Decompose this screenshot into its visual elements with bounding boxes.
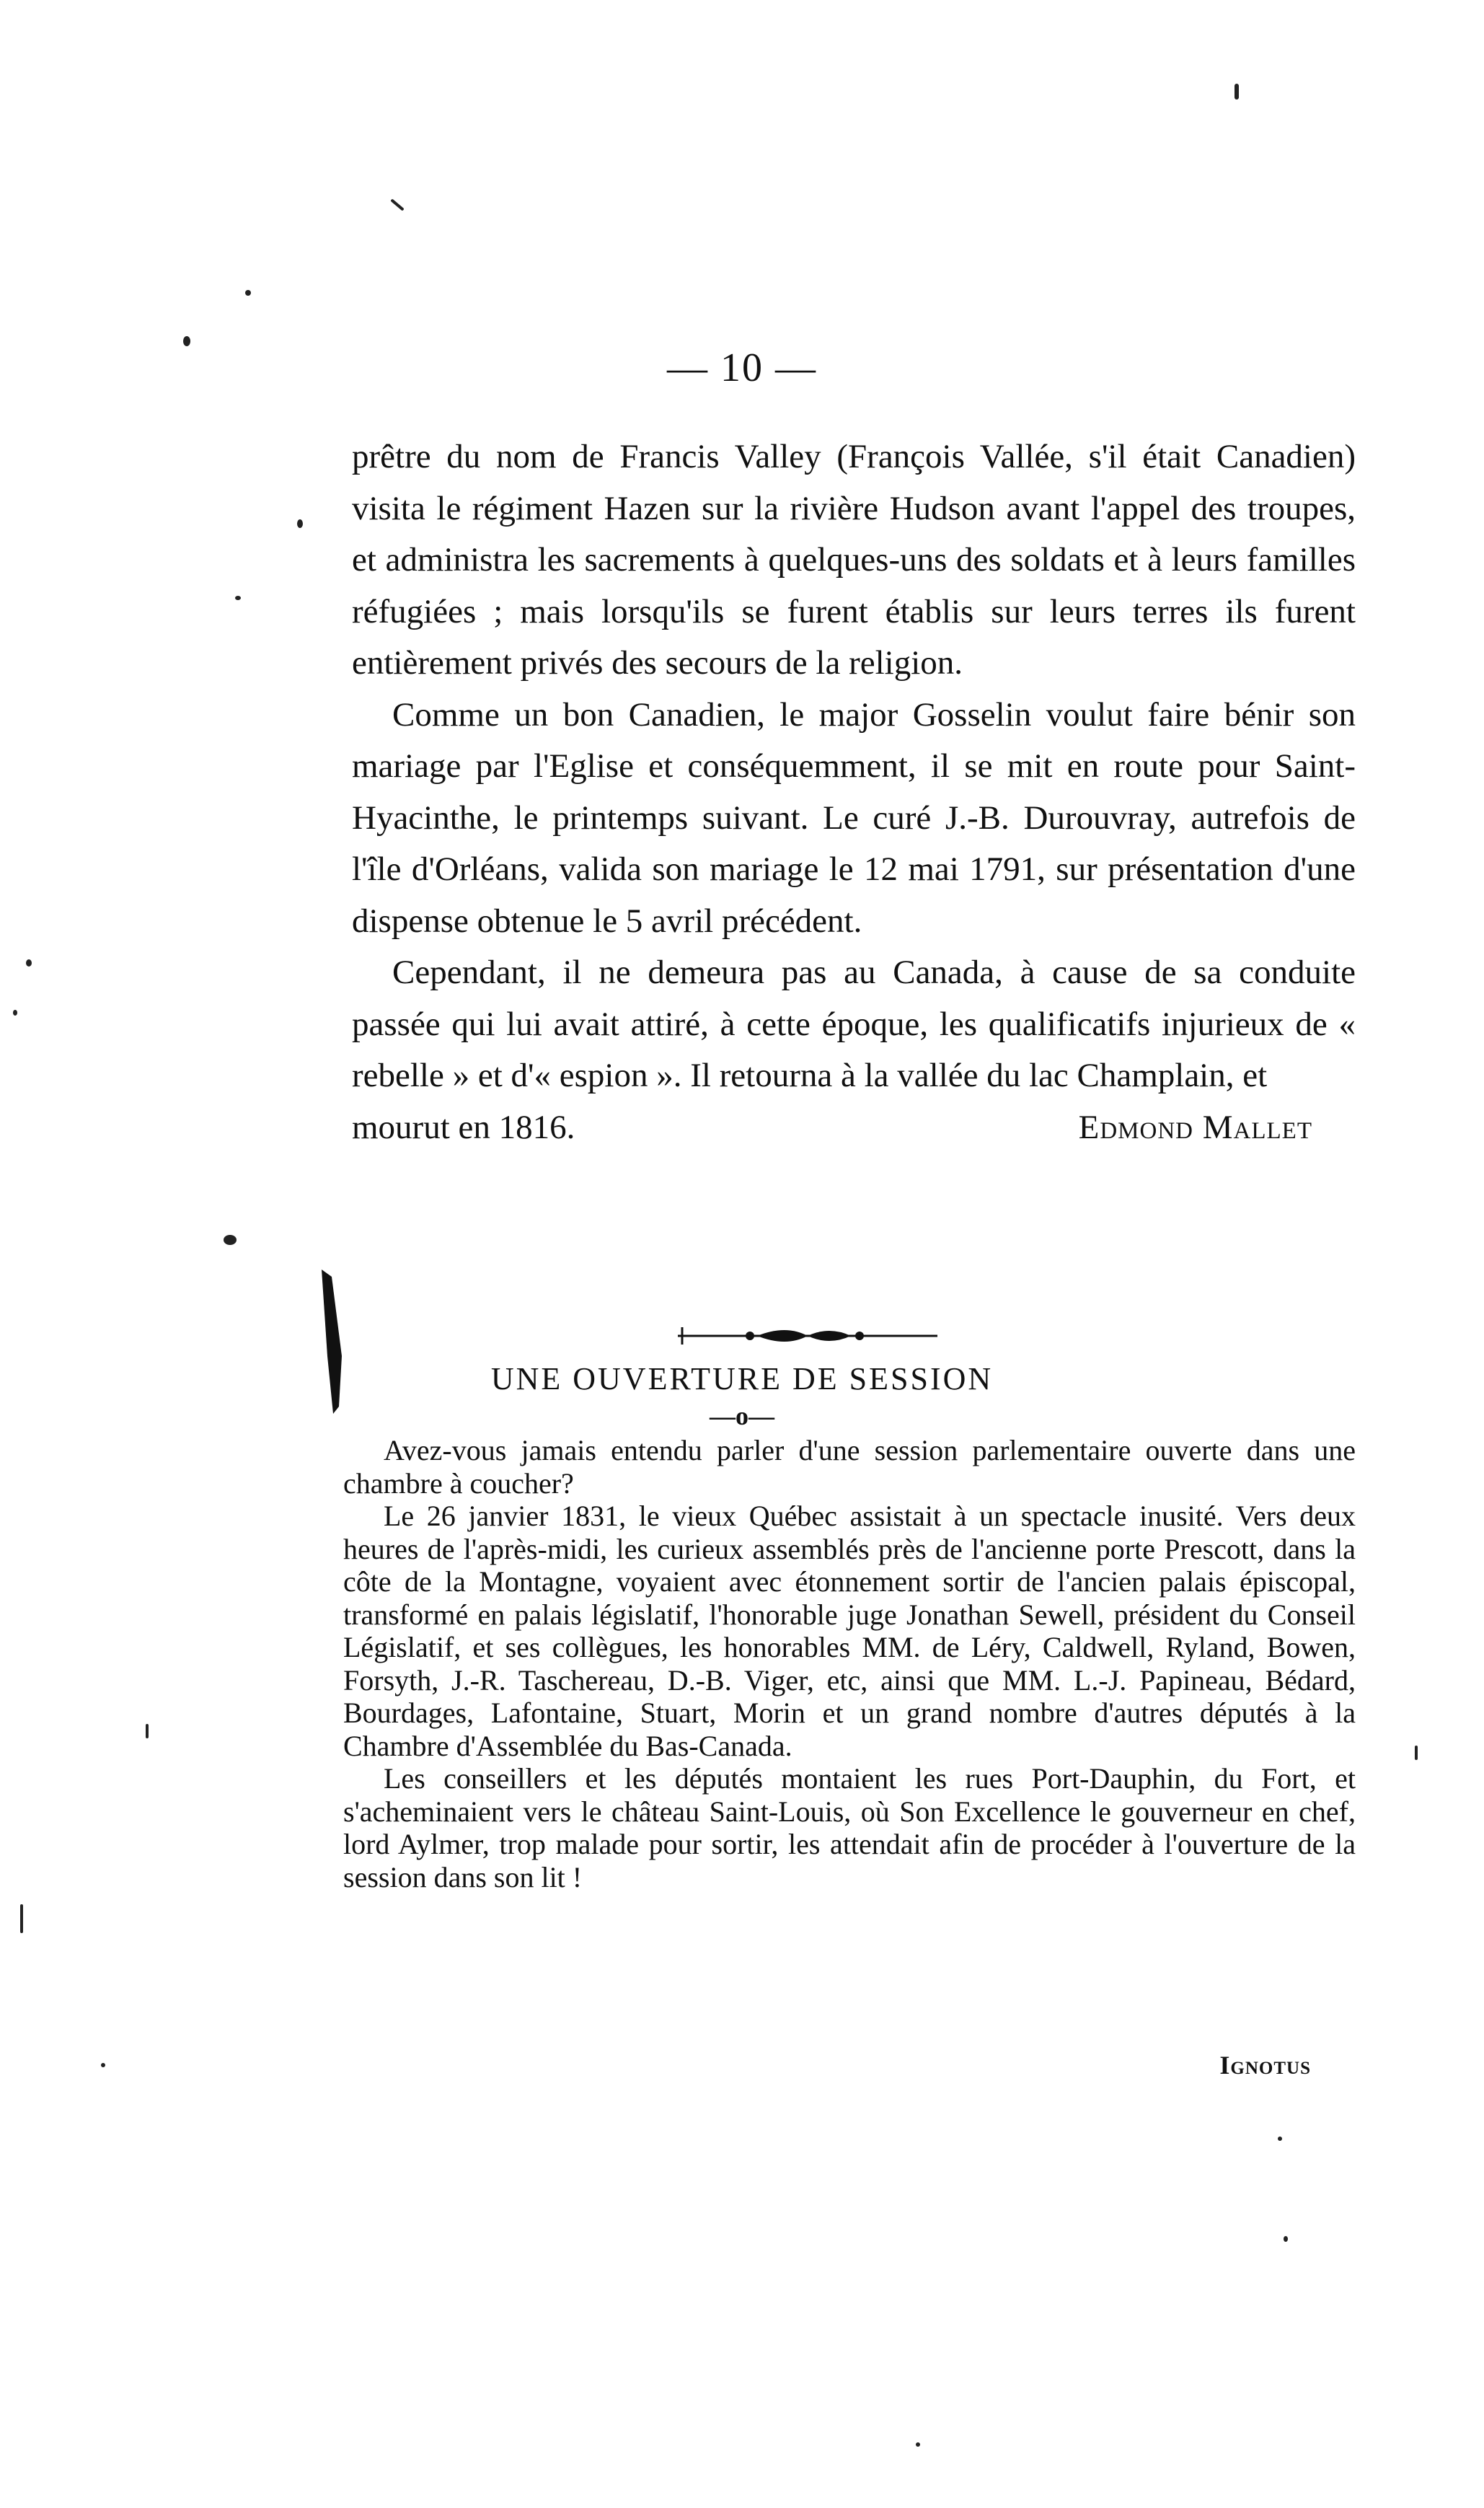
speck bbox=[13, 1010, 17, 1016]
speck bbox=[1278, 2137, 1282, 2141]
speck bbox=[101, 2063, 105, 2067]
speck bbox=[235, 596, 241, 600]
page-number: — 10 — bbox=[667, 346, 817, 390]
speck bbox=[1415, 1746, 1418, 1760]
section-mark: —o— bbox=[710, 1402, 774, 1430]
speck bbox=[245, 290, 251, 296]
speck bbox=[20, 1904, 23, 1933]
speck bbox=[390, 198, 404, 211]
article-paragraph-1: prêtre du nom de Francis Valley (François Vallée, s'il était Canadien) visita le régiment Hazen sur la rivière Hudson avant l'appel des troupes, et administra les sacrements à quelques-uns des soldats et à leurs familles réfugiées ; mais lorsqu'ils se furent établis sur leurs terres ils furent entièrement privés des secours de la religion. bbox=[352, 438, 1356, 682]
ornament-divider bbox=[678, 1321, 937, 1350]
speck bbox=[224, 1235, 237, 1245]
speck bbox=[26, 959, 32, 967]
article-closing-line bbox=[352, 1102, 1356, 1154]
speck bbox=[183, 336, 190, 346]
section-signature: Ignotus bbox=[1219, 2051, 1311, 2080]
section-paragraph-3: Les conseillers et les députés montaient les rues Port-Dauphin, du Fort, et s'acheminaient vers le château Saint-Louis, où Son Excellence le gouverneur en chef, lord Aylmer, trop malade pour sortir, les attendait afin de procéder à l'ouverture de la session dans son lit ! bbox=[343, 1762, 1356, 1893]
article-paragraph-3: Cependant, il ne demeura pas au Canada, à cause de sa conduite passée qui lui avait attiré, à cette époque, les qualificatifs injurieux de « rebelle » et d'« espion ». Il retourna à la vallée du lac Champlain, et bbox=[352, 954, 1356, 1094]
section-body bbox=[343, 1434, 1356, 1893]
speck bbox=[1284, 2236, 1288, 2242]
section-paragraph-1: Avez-vous jamais entendu parler d'une session parlementaire ouverte dans une chambre à coucher? bbox=[343, 1434, 1356, 1500]
article-last-line: mourut en 1816. bbox=[352, 1108, 575, 1146]
article-signature: Edmond Mallet bbox=[1078, 1108, 1312, 1146]
speck bbox=[297, 519, 303, 528]
article-body bbox=[352, 431, 1356, 1153]
section-title: UNE OUVERTURE DE SESSION bbox=[490, 1361, 994, 1396]
article-paragraph-2: Comme un bon Canadien, le major Gosselin voulut faire bénir son mariage par l'Eglise et conséquemment, il se mit en route pour Saint-Hyacinthe, le printemps suivant. Le curé J.-B. Durouvray, autrefois de l'île d'Orléans, valida son mariage le 12 mai 1791, sur présentation d'une dispense obtenue le 5 avril précédent. bbox=[352, 695, 1356, 940]
section-paragraph-2: Le 26 janvier 1831, le vieux Québec assistait à un spectacle inusité. Vers deux heures de l'après-midi, les curieux assemblés près de l'ancienne porte Prescott, dans la côte de la Montagne, voyaient avec étonnement sortir de l'ancien palais épiscopal, transformé en palais législatif, l'honorable juge Jonathan Sewell, président du Conseil Législatif, et ses collègues, les honorables MM. de Léry, Caldwell, Ryland, Bowen, Forsyth, J.-R. Taschereau, D.-B. Viger, etc, ainsi que MM. L.-J. Papineau, Bédard, Bourdages, Lafontaine, Stuart, Morin et un grand nombre d'autres députés à la Chambre d'Assemblée du Bas-Canada. bbox=[343, 1500, 1356, 1762]
ink-mark bbox=[317, 1270, 346, 1414]
speck bbox=[146, 1724, 149, 1738]
speck bbox=[916, 2442, 920, 2447]
speck bbox=[1235, 84, 1239, 100]
